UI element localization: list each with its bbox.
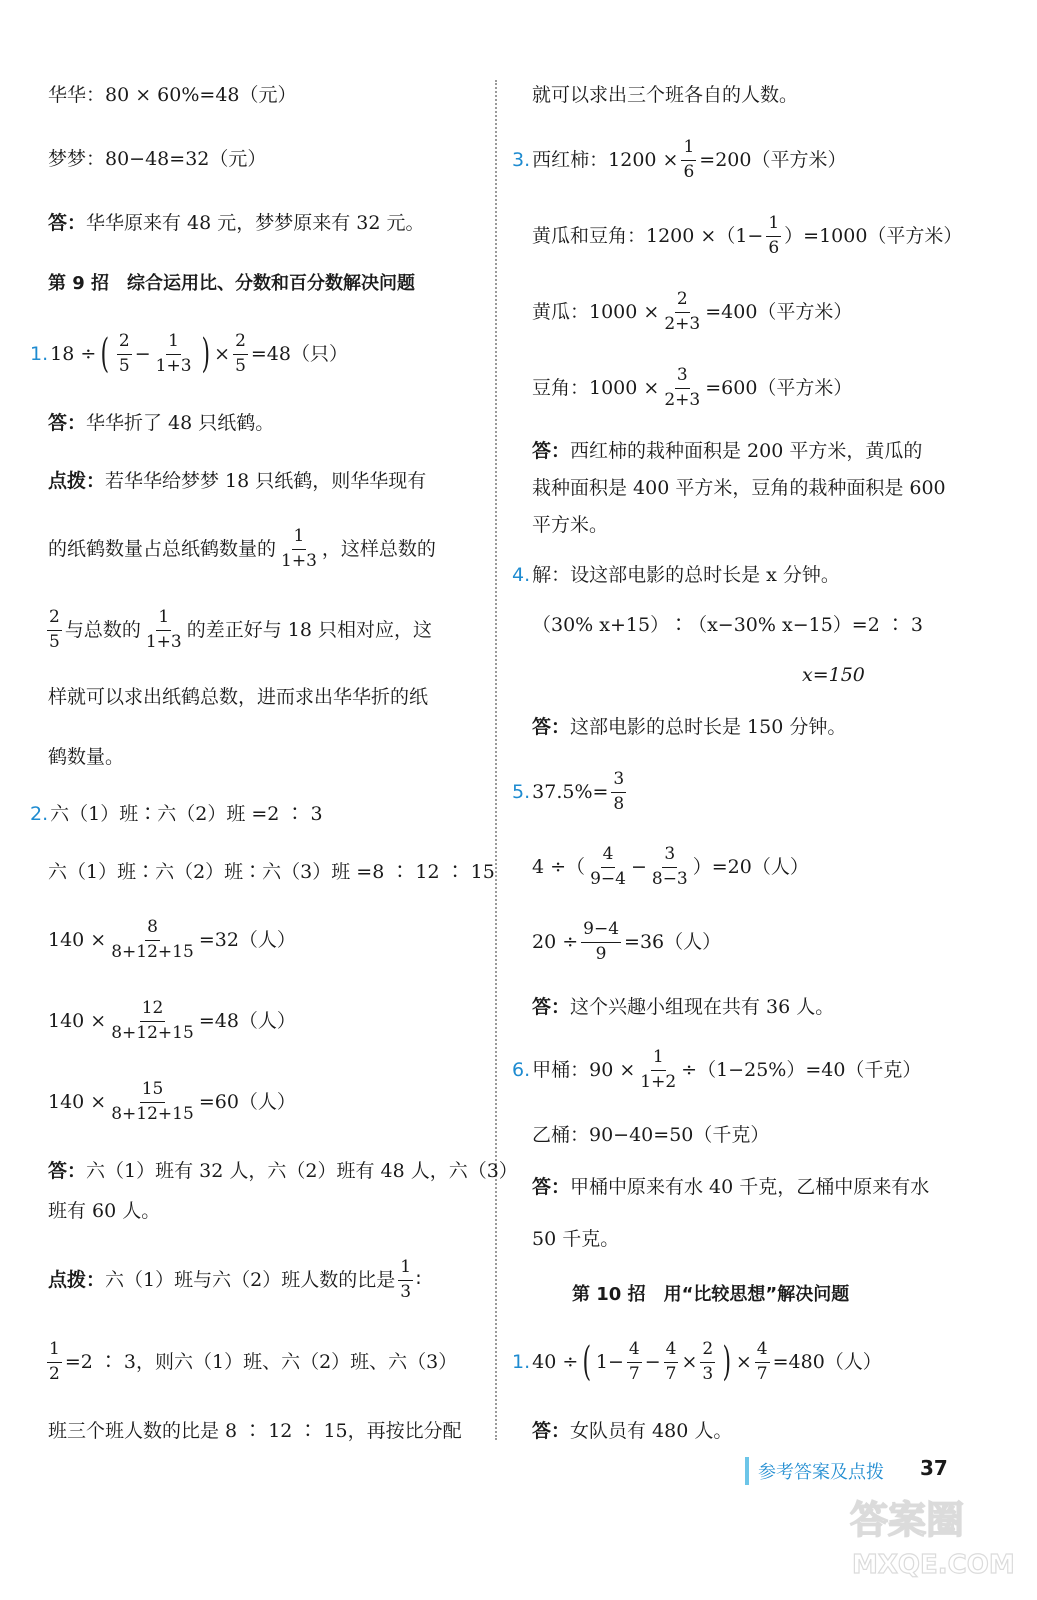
page-number: 37: [920, 1456, 948, 1480]
equation-line: 豆角：1000 × $\frac{3}{2+3}$ =600（平方米）: [532, 365, 853, 410]
text-line: 梦梦：80−48=32（元）: [48, 148, 267, 170]
answer-line: 50 千克。: [532, 1228, 620, 1250]
tip-line: $\frac{2}{5}$ 与总数的 $\frac{1}{1+3}$ 的差正好与 18 只相对应，这: [49, 607, 432, 652]
fraction: $\frac{4}{7}$: [665, 1339, 677, 1384]
fraction: $\frac{3}{8}$: [613, 769, 625, 814]
equation-line: 乙桶：90−40=50（千克）: [532, 1124, 770, 1146]
text-line: 华华：80 × 60%=48（元）: [48, 84, 297, 106]
fraction: $\frac{15}{8+12+15}$: [111, 1079, 194, 1124]
answer-line: 班有 60 人。: [48, 1200, 161, 1222]
fraction: $\frac{1}{3}$: [400, 1257, 412, 1302]
tip-line: $\frac{1}{2}$ =2 ∶ 3，则六（1）班、六（2）班、六（3）: [49, 1339, 458, 1384]
equation-line: x=150: [802, 664, 865, 686]
tip-line: 点拨： 若华华给梦梦 18 只纸鹤，则华华现有: [48, 470, 427, 492]
answer-line: 答： 女队员有 480 人。: [532, 1420, 733, 1442]
section-heading: 第 10 招 用“比较思想”解决问题: [572, 1284, 850, 1305]
answer-line: 答： 华华原来有 48 元，梦梦原来有 32 元。: [48, 212, 425, 234]
answer-line: 答： 甲桶中原来有水 40 千克，乙桶中原来有水: [532, 1176, 930, 1198]
tip-line: 样就可以求出纸鹤总数，进而求出华华折的纸: [48, 686, 429, 708]
fraction: $\frac{2}{5}$: [235, 331, 246, 376]
tip-line: 班三个班人数的比是 8 ∶ 12 ∶ 15，再按比分配: [48, 1420, 462, 1442]
svg-text:答案圈: 答案圈: [850, 1498, 965, 1542]
answer-line: 答： 这个兴趣小组现在共有 36 人。: [532, 996, 835, 1018]
fraction: $\frac{1}{1+2}$: [640, 1047, 677, 1092]
fraction: $\frac{1}{1+3}$: [145, 607, 182, 652]
equation-line: 20 ÷ $\frac{9-4}{9}$ =36（人）: [532, 919, 722, 964]
equation-line: 4. 解：设这部电影的总时长是 x 分钟。: [512, 564, 840, 586]
section-heading: 第 9 招 综合运用比、分数和百分数解决问题: [48, 273, 416, 294]
footer-label: 参考答案及点拨: [758, 1462, 884, 1483]
equation-line: 1. 18 ÷ ( $\frac{2}{5}$ − $\frac{1}{1+3}$ ) × $\frac{2}{5}$ =48（只）: [30, 331, 348, 378]
fraction: $\frac{3}{2+3}$: [664, 365, 701, 410]
tip-line: 鹤数量。: [48, 746, 125, 768]
fraction: $\frac{1}{1+3}$: [281, 526, 317, 571]
equation-line: 140 × $\frac{15}{8+12+15}$ =60（人）: [48, 1079, 296, 1124]
answer-line: 平方米。: [532, 514, 609, 536]
fraction: $\frac{12}{8+12+15}$: [111, 998, 194, 1043]
left-paren: (: [582, 1339, 592, 1386]
right-column: [500, 0, 1037, 1600]
equation-line: 2. 六（1）班∶六（2）班 =2 ∶ 3: [30, 803, 323, 825]
equation-line: 3. 西红柿：1200 × $\frac{1}{6}$ =200（平方米）: [512, 137, 847, 182]
answer-line: 答： 六（1）班有 32 人，六（2）班有 48 人，六（3）: [48, 1160, 518, 1182]
equation-line: 6. 甲桶：90 × $\frac{1}{1+2}$ ÷（1−25%）=40（千克）: [512, 1047, 922, 1092]
fraction: $\frac{2}{5}$: [49, 607, 60, 652]
fraction: $\frac{4}{9-4}$: [590, 844, 626, 889]
fraction: $\frac{1}{2}$: [49, 1339, 60, 1384]
tip-line: 就可以求出三个班各自的人数。: [532, 84, 799, 106]
fraction: $\frac{1}{6}$: [768, 213, 780, 258]
svg-text:MXQE.COM: MXQE.COM: [852, 1550, 1015, 1580]
equation-line: 4 ÷（ $\frac{4}{9-4}$ − $\frac{3}{8-3}$ ）=20（人）: [532, 844, 809, 889]
fraction: $\frac{1}{1+3}$: [155, 331, 192, 376]
fraction: $\frac{1}{6}$: [683, 137, 695, 182]
fraction: $\frac{8}{8+12+15}$: [111, 917, 194, 962]
equation-line: 黄瓜：1000 × $\frac{2}{2+3}$ =400（平方米）: [532, 289, 853, 334]
column-divider: [495, 80, 497, 1440]
right-paren: ): [201, 331, 210, 378]
answer-line: 答： 西红柿的栽种面积是 200 平方米，黄瓜的: [532, 440, 923, 462]
equation-line: 5. 37.5%= $\frac{3}{8}$: [512, 769, 625, 814]
left-paren: (: [100, 331, 110, 378]
equation-line: 140 × $\frac{8}{8+12+15}$ =32（人）: [48, 917, 296, 962]
equation-line: 140 × $\frac{12}{8+12+15}$ =48（人）: [48, 998, 296, 1043]
equation-line: 1. 40 ÷ ( 1− $\frac{4}{7}$ − $\frac{4}{7}$ × $\frac{2}{3}$ ) × $\frac{4}{7}$ =480（人）: [512, 1339, 882, 1386]
fraction: $\frac{9-4}{9}$: [583, 919, 620, 964]
fraction: $\frac{4}{7}$: [756, 1339, 768, 1384]
equation-line: 黄瓜和豆角：1200 ×（1− $\frac{1}{6}$ ）=1000（平方米）: [532, 213, 963, 258]
answer-line: 答： 华华折了 48 只纸鹤。: [48, 412, 275, 434]
fraction: $\frac{3}{8-3}$: [651, 844, 688, 889]
equation-line: 六（1）班∶六（2）班∶六（3）班 =8 ∶ 12 ∶ 15: [48, 861, 495, 883]
fraction: $\frac{2}{2+3}$: [664, 289, 701, 334]
fraction: $\frac{2}{5}$: [118, 331, 130, 376]
footer-accent-bar: [745, 1457, 749, 1485]
answer-line: 答： 这部电影的总时长是 150 分钟。: [532, 716, 847, 738]
tip-line: 的纸鹤数量占总纸鹤数量的 $\frac{1}{1+3}$ ，这样总数的: [48, 526, 436, 571]
answer-line: 栽种面积是 400 平方米，豆角的栽种面积是 600: [532, 477, 946, 499]
fraction: $\frac{2}{3}$: [702, 1339, 714, 1384]
watermark-logo: [840, 1478, 1020, 1588]
fraction: $\frac{4}{7}$: [628, 1339, 640, 1384]
left-column: [0, 0, 518, 1600]
tip-line: 点拨： 六（1）班与六（2）班人数的比是 $\frac{1}{3}$ ∶: [48, 1257, 421, 1302]
equation-line: （30% x+15）∶（x−30% x−15）=2 ∶ 3: [532, 614, 923, 636]
right-paren: ): [722, 1339, 732, 1386]
